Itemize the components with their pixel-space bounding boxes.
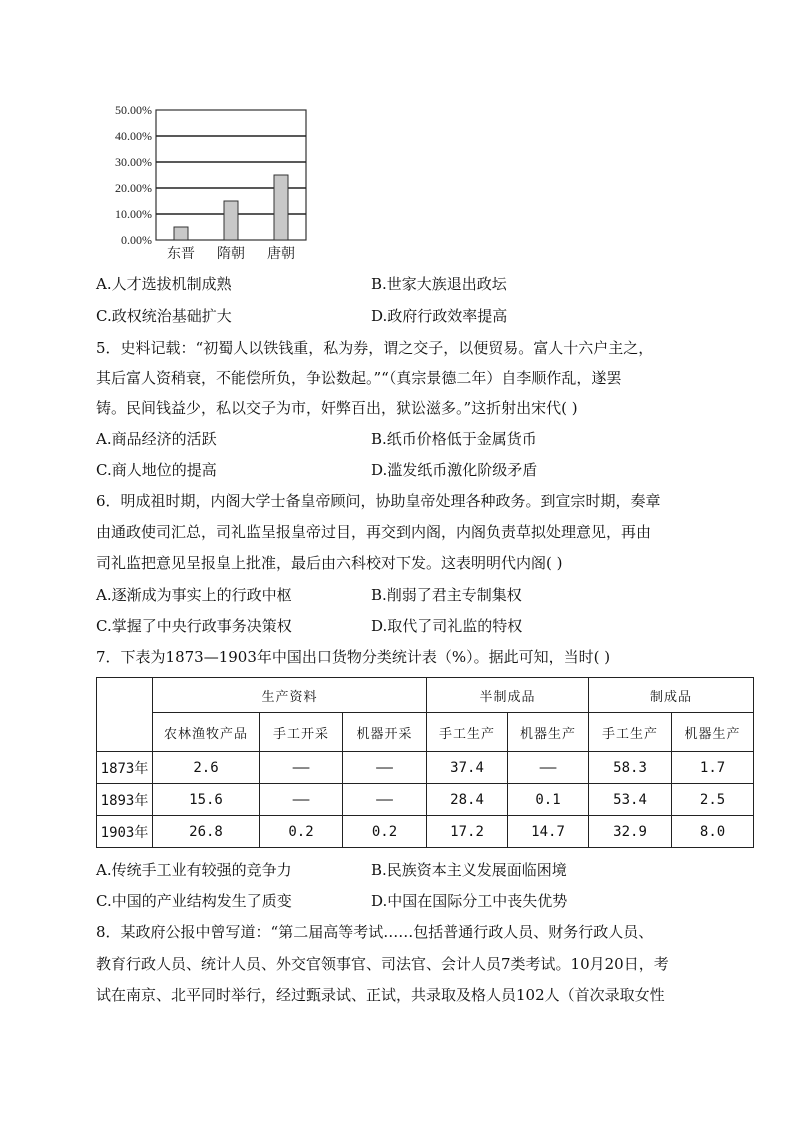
y-tick-label: 40.00% (115, 129, 152, 143)
subheader-cell: 机器开采 (343, 713, 427, 752)
table-cell: 17.2 (427, 816, 508, 848)
table-cell: 58.3 (589, 752, 672, 784)
q4-option-a[interactable]: A.人才选拔机制成熟 (96, 275, 232, 293)
q6-stem-line-3: 司礼监把意见呈报皇上批准，最后由六科校对下发。这表明明代内阁( ) (96, 554, 563, 572)
row-year: 1903年 (97, 816, 153, 848)
bar (224, 201, 238, 240)
table-cell: 53.4 (589, 784, 672, 816)
group-header-semi-finished: 半制成品 (427, 678, 589, 713)
q5-stem-line-3: 铸。民间钱益少，私以交子为市，奸弊百出，狱讼滋多。”这折射出宋代( ) (96, 399, 578, 417)
table-row (97, 816, 754, 848)
table-cell: 32.9 (589, 816, 672, 848)
subheader-cell: 手工生产 (589, 713, 672, 752)
group-header-production-materials: 生产资料 (153, 678, 427, 713)
q6-option-d[interactable]: D.取代了司礼监的特权 (371, 617, 523, 635)
q7-option-a[interactable]: A.传统手工业有较强的竞争力 (96, 861, 292, 879)
q4-option-d[interactable]: D.政府行政效率提高 (371, 307, 508, 325)
table-cell: —— (260, 752, 343, 784)
y-tick-label: 10.00% (115, 207, 152, 221)
group-header-finished: 制成品 (589, 678, 754, 713)
q7-option-b[interactable]: B.民族资本主义发展面临困境 (371, 861, 567, 879)
subheader-cell: 机器生产 (508, 713, 589, 752)
q6-stem-line-1: 6．明成祖时期，内阁大学士备皇帝顾问，协助皇帝处理各种政务。到宣宗时期，奏章 (96, 492, 661, 510)
table-cell: 2.5 (672, 784, 754, 816)
q5-option-c[interactable]: C.商人地位的提高 (96, 461, 217, 479)
x-tick-label: 唐朝 (267, 246, 295, 262)
q6-stem-line-2: 由通政使司汇总，司礼监呈报皇帝过目，再交到内阁，内阁负责草拟处理意见，再由 (96, 523, 652, 541)
q4-option-b[interactable]: B.世家大族退出政坛 (371, 275, 507, 293)
subheader-cell: 农林渔牧产品 (153, 713, 260, 752)
table-cell: 2.6 (153, 752, 260, 784)
q5-option-a[interactable]: A.商品经济的活跃 (96, 430, 217, 448)
q6-option-a[interactable]: A.逐渐成为事实上的行政中枢 (96, 586, 292, 604)
y-tick-label: 20.00% (115, 181, 152, 195)
q5-option-d[interactable]: D.滥发纸币激化阶级矛盾 (371, 461, 538, 479)
row-year: 1873年 (97, 752, 153, 784)
q5-stem-line-2: 其后富人资稍衰，不能偿所负，争讼数起。”“（真宗景德二年）自李顺作乱，遂罢 (96, 369, 622, 387)
y-tick-label: 30.00% (115, 155, 152, 169)
q6-option-c[interactable]: C.掌握了中央行政事务决策权 (96, 617, 292, 635)
q6-option-b[interactable]: B.削弱了君主专制集权 (371, 586, 522, 604)
table-cell: 0.1 (508, 784, 589, 816)
table-cell: —— (508, 752, 589, 784)
table-cell: —— (343, 784, 427, 816)
q8-stem-line-2: 教育行政人员、统计人员、外交官领事官、司法官、会计人员7类考试。10月20日，考 (96, 955, 669, 973)
q8-stem-line-3: 试在南京、北平同时举行，经过甄录试、正试，共录取及格人员102人（首次录取女性 (96, 986, 665, 1004)
table-cell: 0.2 (260, 816, 343, 848)
table-cell: 14.7 (508, 816, 589, 848)
table-corner-cell (97, 678, 153, 752)
table-cell: 0.2 (343, 816, 427, 848)
row-year: 1893年 (97, 784, 153, 816)
q7-option-c[interactable]: C.中国的产业结构发生了质变 (96, 892, 292, 910)
table-cell: 37.4 (427, 752, 508, 784)
table-cell: 28.4 (427, 784, 508, 816)
table-row (97, 784, 754, 816)
x-tick-label: 东晋 (167, 246, 195, 262)
x-tick-label: 隋朝 (217, 246, 245, 262)
bar-chart (98, 100, 314, 266)
q5-option-b[interactable]: B.纸币价格低于金属货币 (371, 430, 537, 448)
y-tick-label: 0.00% (121, 233, 152, 247)
table-cell: 26.8 (153, 816, 260, 848)
subheader-cell: 手工生产 (427, 713, 508, 752)
table-cell: —— (260, 784, 343, 816)
table-cell: —— (343, 752, 427, 784)
table-row (97, 752, 754, 784)
bar (174, 227, 188, 240)
q4-option-c[interactable]: C.政权统治基础扩大 (96, 307, 232, 325)
y-tick-label: 50.00% (115, 103, 152, 117)
q7-stem: 7．下表为1873—1903年中国出口货物分类统计表（%）。据此可知，当时( ) (96, 648, 611, 666)
bar (274, 175, 288, 240)
export-stats-table (96, 677, 754, 848)
q8-stem-line-1: 8．某政府公报中曾写道：“第二届高等考试……包括普通行政人员、财务行政人员、 (96, 923, 654, 941)
q7-option-d[interactable]: D.中国在国际分工中丧失优势 (371, 892, 568, 910)
table-cell: 15.6 (153, 784, 260, 816)
q5-stem-line-1: 5．史料记载：“初蜀人以铁钱重，私为券，谓之交子，以便贸易。富人十六户主之， (96, 339, 654, 357)
table-cell: 8.0 (672, 816, 754, 848)
subheader-cell: 机器生产 (672, 713, 754, 752)
subheader-cell: 手工开采 (260, 713, 343, 752)
table-cell: 1.7 (672, 752, 754, 784)
